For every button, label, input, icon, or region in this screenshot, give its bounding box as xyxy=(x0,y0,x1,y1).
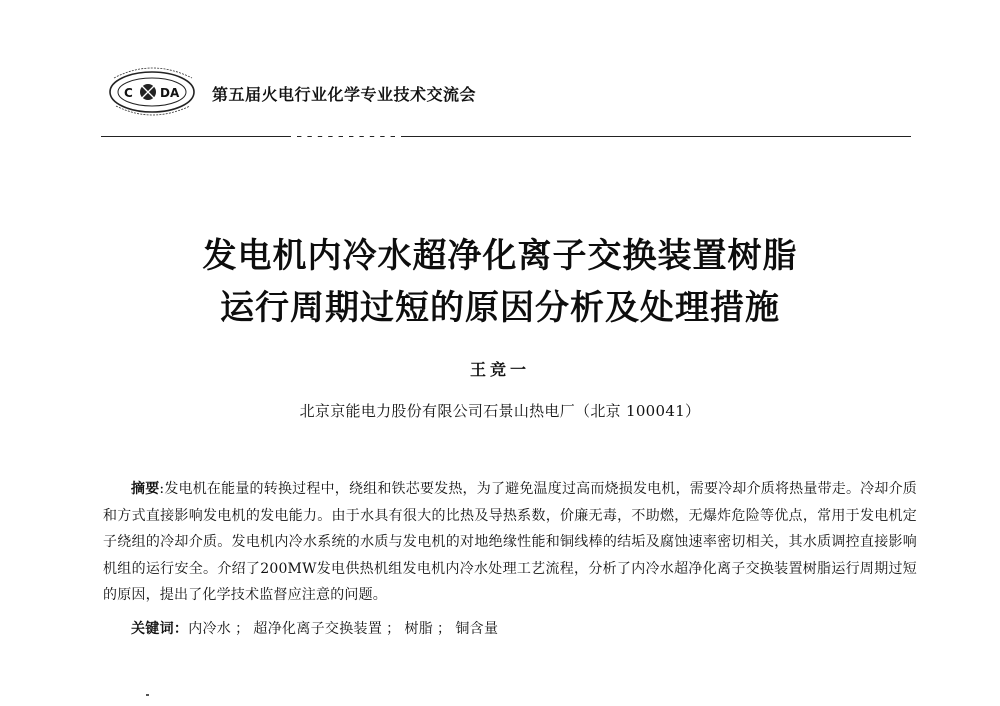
keyword-separator: ； xyxy=(437,621,452,637)
keywords xyxy=(131,618,498,638)
abstract-colon: : xyxy=(159,481,165,497)
keywords-label: 关键词： xyxy=(131,621,189,637)
paper-title xyxy=(0,230,1000,334)
abstract-paragraph xyxy=(103,476,917,609)
scan-speck xyxy=(146,694,149,696)
keyword-item: 内冷水 xyxy=(188,621,232,637)
abstract xyxy=(103,476,917,609)
keyword-item: 树脂 xyxy=(404,621,434,637)
keyword-separator: ； xyxy=(386,621,401,637)
title-line-1: 发电机内冷水超净化离子交换装置树脂 xyxy=(202,236,798,276)
keyword-item: 超净化离子交换装置 xyxy=(253,621,383,637)
svg-text:DA: DA xyxy=(160,86,180,100)
author-name: 王竞一 xyxy=(469,360,530,379)
header-divider-gap xyxy=(291,135,401,137)
author-affiliation: 北京京能电力股份有限公司石景山热电厂（北京 100041） xyxy=(299,402,701,420)
keyword-separator: ； xyxy=(235,621,250,637)
conference-name: 第五届火电行业化学专业技术交流会 xyxy=(212,85,477,104)
association-logo xyxy=(104,60,204,120)
title-line-2: 运行周期过短的原因分析及处理措施 xyxy=(220,288,780,328)
svg-text:C: C xyxy=(124,86,133,100)
abstract-label: 摘要 xyxy=(131,481,160,497)
keyword-item: 铜含量 xyxy=(455,621,499,637)
header-divider xyxy=(101,136,911,137)
abstract-text: 发电机在能量的转换过程中，绕组和铁芯要发热，为了避免温度过高而烧损发电机，需要冷却介质将热量带走。冷却介质和方式直接影响发电机的发电能力。由于水具有很大的比热及导热系数，价廉无毒，不助燃，无爆炸危险等优点，常用于发电机定子绕组的冷却介质。发电机内冷水系统的水质与发电机的对地绝缘性能和铜线棒的结垢及腐蚀速率密切相关，其水质调控直接影响机组的运行安全。介绍了200MW发电供热机组发电机内冷水处理工艺流程，分析了内冷水超净化离子交换装置树脂运行周期过短的原因，提出了化学技术监督应注意的问题。 xyxy=(103,481,917,603)
page-header xyxy=(96,54,956,146)
